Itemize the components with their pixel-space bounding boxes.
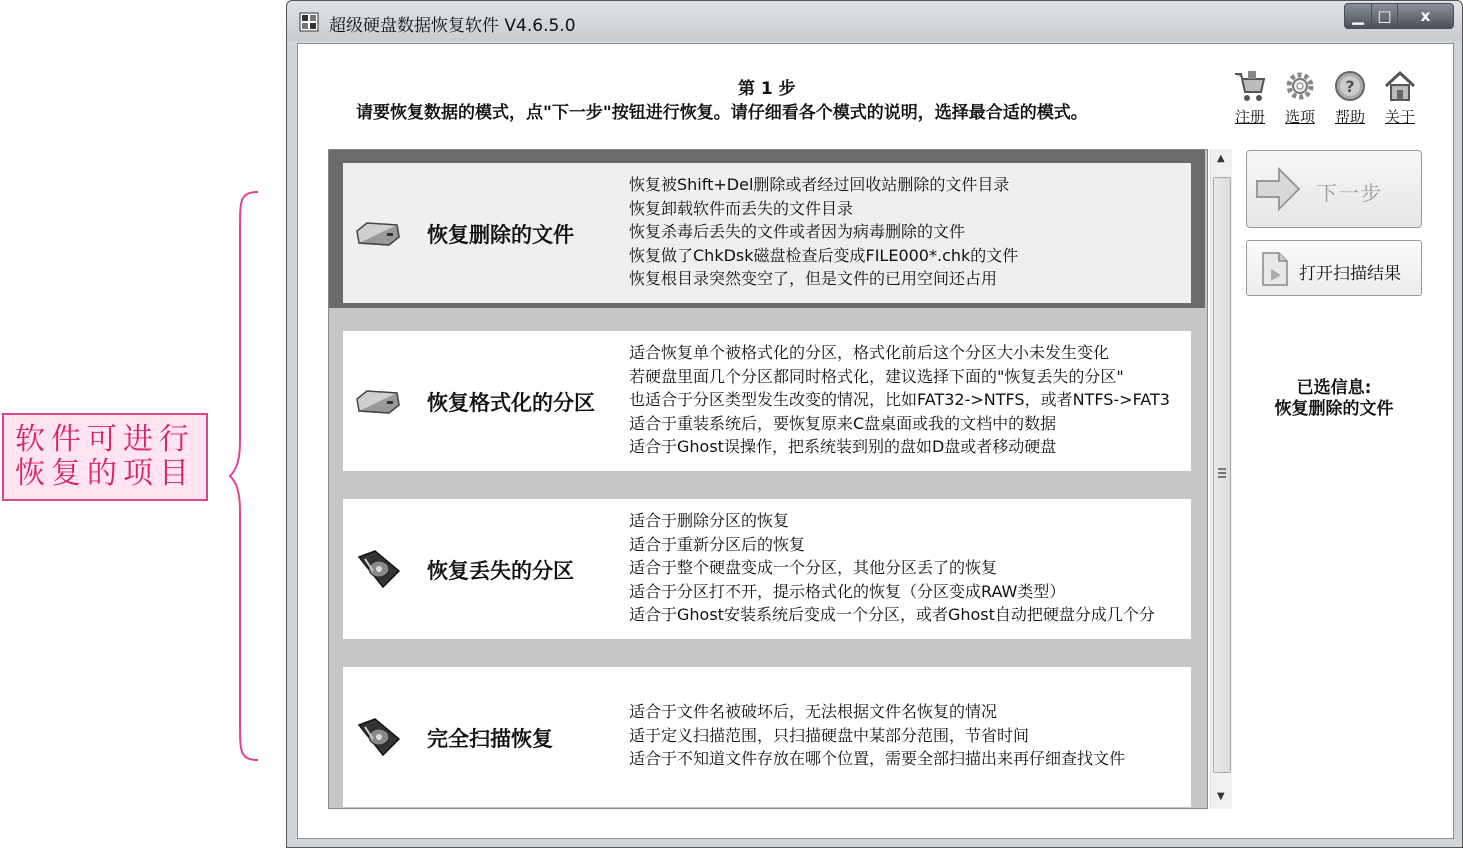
close-button[interactable]	[1398, 3, 1454, 29]
mode-description-line: 若硬盘里面几个分区都同时格式化，建议选择下面的"恢复丢失的分区"	[629, 366, 1124, 386]
toolbar-about-label: 关于	[1384, 108, 1415, 126]
annotation-label	[2, 413, 208, 501]
gear-icon	[1282, 68, 1318, 104]
toolbar-help[interactable]	[1330, 68, 1370, 127]
annotation-line-1: 软件可进行	[15, 422, 195, 457]
window-title: 超级硬盘数据恢复软件 V4.6.5.0	[329, 16, 576, 36]
mode-description-line: 适合于Ghost误操作，把系统装到别的盘如D盘或者移动硬盘	[629, 437, 1057, 456]
mode-description-line: 适合于整个硬盘变成一个分区，其他分区丢了的恢复	[629, 558, 998, 577]
mode-title: 完全扫描恢复	[427, 727, 553, 751]
hard-disk-icon	[353, 549, 403, 589]
mode-description-line: 也适合于分区类型发生改变的情况，比如FAT32->NTFS，或者NTFS->FAT3	[629, 390, 1170, 409]
scroll-down-icon[interactable]: ▼	[1217, 791, 1225, 802]
mode-item-formatted-partition[interactable]	[329, 318, 1205, 476]
mode-title: 恢复丢失的分区	[427, 559, 574, 583]
open-scan-result-button[interactable]	[1246, 240, 1422, 296]
selection-info-value: 恢复删除的文件	[1274, 399, 1394, 419]
drive-icon	[353, 213, 403, 253]
mode-item-body	[343, 163, 1191, 303]
window-controls	[1344, 3, 1454, 31]
mode-title: 恢复删除的文件	[427, 223, 574, 247]
mode-item-body	[343, 667, 1191, 807]
step-title: 第 1 步	[738, 79, 796, 99]
mode-description-line: 适合恢复单个被格式化的分区，格式化前后这个分区大小未发生变化	[629, 343, 1110, 362]
cart-icon	[1232, 68, 1268, 104]
toolbar-help-label: 帮助	[1334, 108, 1365, 126]
toolbar-options[interactable]	[1280, 68, 1320, 127]
mode-item-lost-partition[interactable]	[329, 486, 1205, 644]
selection-info-title: 已选信息:	[1296, 378, 1372, 398]
minimize-icon: ▁	[1352, 7, 1364, 25]
mode-description	[629, 700, 1125, 771]
mode-list-scrollbar[interactable]	[1210, 149, 1232, 809]
mode-item-body	[343, 331, 1191, 471]
mode-item-full-scan[interactable]	[329, 654, 1205, 809]
open-scan-result-label: 打开扫描结果	[1299, 264, 1401, 284]
mode-list	[328, 149, 1208, 809]
annotation-line-2: 恢复的项目	[15, 456, 195, 491]
scrollbar-thumb[interactable]	[1213, 177, 1231, 773]
toolbar-register-label: 注册	[1234, 108, 1265, 126]
mode-description-line: 恢复被Shift+Del删除或者经过回收站删除的文件目录	[629, 175, 1010, 194]
drive-icon	[353, 381, 403, 421]
mode-description-line: 适合于删除分区的恢复	[629, 511, 790, 530]
scroll-up-icon[interactable]: ▲	[1217, 153, 1225, 164]
next-step-label: 下一步	[1317, 181, 1383, 205]
grip-icon	[1218, 468, 1226, 478]
mode-description-line: 恢复做了ChkDsk磁盘检查后变成FILE000*.chk的文件	[629, 245, 1019, 265]
hard-disk-icon	[353, 717, 403, 757]
mode-description-line: 适合于文件名被破坏后，无法根据文件名恢复的情况	[629, 702, 998, 721]
mode-description	[629, 173, 1018, 291]
toolbar-options-label: 选项	[1284, 108, 1315, 126]
mode-item-deleted-files[interactable]	[329, 150, 1205, 308]
minimize-button[interactable]	[1344, 3, 1372, 29]
mode-description-line: 适合于Ghost安装系统后变成一个分区，或者Ghost自动把硬盘分成几个分	[629, 605, 1155, 624]
help-icon	[1332, 68, 1368, 104]
mode-description-line: 适合于不知道文件存放在哪个位置，需要全部扫描出来再仔细查找文件	[629, 749, 1126, 768]
arrow-right-icon	[1253, 165, 1303, 213]
close-icon: x	[1420, 7, 1431, 25]
mode-description-line: 恢复根目录突然变空了，但是文件的已用空间还占用	[629, 269, 998, 288]
mode-description-line: 恢复卸载软件而丢失的文件目录	[629, 198, 854, 218]
mode-description	[629, 509, 1155, 627]
svg-text:?: ?	[1345, 77, 1355, 96]
title-bar[interactable]	[287, 1, 1462, 41]
maximize-icon: □	[1377, 7, 1392, 25]
mode-description-line: 适于定义扫描范围，只扫描硬盘中某部分范围，节省时间	[629, 725, 1030, 745]
toolbar-register[interactable]	[1230, 68, 1270, 127]
mode-description-line: 恢复杀毒后丢失的文件或者因为病毒删除的文件	[629, 222, 966, 241]
step-description: 请要恢复数据的模式，点"下一步"按钮进行恢复。请仔细看各个模式的说明，选择最合适的模式。	[356, 103, 1088, 123]
mode-item-body	[343, 499, 1191, 639]
document-icon	[1259, 251, 1291, 287]
toolbar	[1230, 68, 1420, 127]
mode-description	[629, 341, 1170, 459]
app-icon	[299, 12, 319, 32]
mode-description-line: 适合于重新分区后的恢复	[629, 534, 806, 554]
next-step-button[interactable]	[1246, 150, 1422, 228]
mode-description-line: 适合于重装系统后，要恢复原来C盘桌面或我的文档中的数据	[629, 413, 1057, 433]
mode-title: 恢复格式化的分区	[427, 391, 595, 415]
home-icon	[1382, 68, 1418, 104]
client-area	[297, 43, 1454, 839]
toolbar-about[interactable]	[1380, 68, 1420, 127]
mode-description-line: 适合于分区打不开，提示格式化的恢复（分区变成RAW类型）	[629, 581, 1066, 601]
maximize-button[interactable]	[1372, 3, 1398, 29]
app-window	[286, 0, 1463, 848]
annotation-brace	[226, 190, 266, 762]
